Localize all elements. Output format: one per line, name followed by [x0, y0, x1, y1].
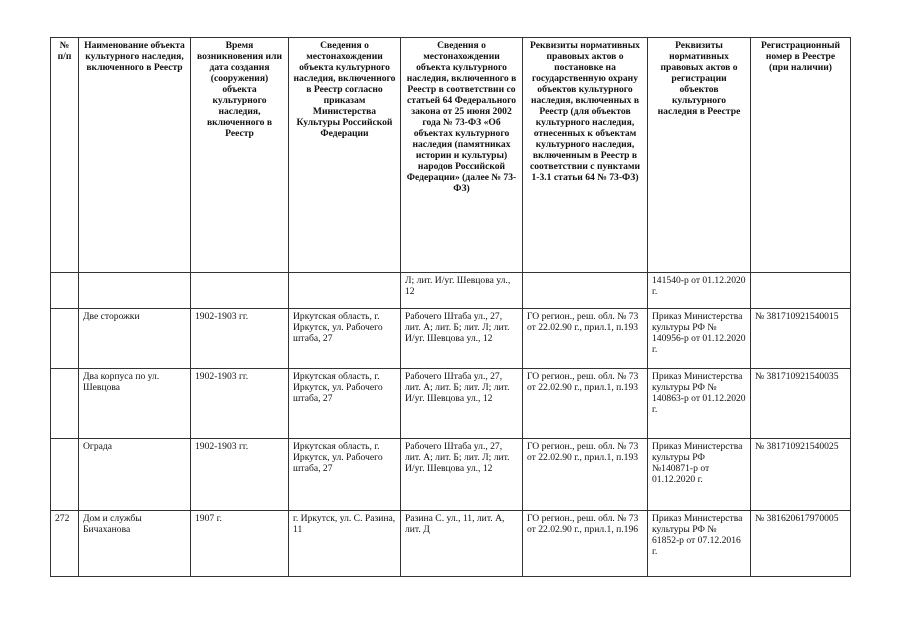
table-row — [51, 369, 851, 439]
table-cell: Разина С. ул., 11, лит. А, лит. Д — [401, 511, 523, 577]
table-cell: ГО регион., реш. обл. № 73 от 22.02.90 г., прил.1, п.193 — [523, 369, 648, 439]
table-row — [51, 273, 851, 309]
table-cell — [51, 439, 79, 511]
table-cell: ГО регион., реш. обл. № 73 от 22.02.90 г., прил.1, п.193 — [523, 439, 648, 511]
header-cell-location-law: Сведения о местонахождении объекта культурного наследия, включенного в Реестр в соответствии со статьей 64 Федерального закона от 25 июня 2002 года № 73-ФЗ «Об объектах культурного наследия (памятниках истории и культуры) народов Российской Федерации» (далее № 73-ФЗ) — [401, 38, 523, 273]
table-row — [51, 511, 851, 577]
table-cell: № 381710921540035 — [751, 369, 851, 439]
header-cell-protection-acts: Реквизиты нормативных правовых актов о постановке на государственную охрану объектов культурного наследия, включенных в Реестр (для объектов культурного наследия, отнесенных к объектам культурного наследия, включенным в Реестр в соответствии с пунктами 1-3.1 статьи 64 № 73-ФЗ) — [523, 38, 648, 273]
table-cell: Две сторожки — [79, 309, 191, 369]
table-cell: Приказ Министерства культуры РФ № 140956-р от 01.12.2020 г. — [648, 309, 751, 369]
table-row — [51, 439, 851, 511]
table-cell: Рабочего Штаба ул., 27, лит. А; лит. Б; лит. Л; лит. И/уг. Шевцова ул., 12 — [401, 369, 523, 439]
header-cell-registration-number: Регистрационный номер в Реестре (при наличии) — [751, 38, 851, 273]
table-cell — [79, 273, 191, 309]
table-cell — [289, 273, 401, 309]
table-cell: Иркутская область, г. Иркутск, ул. Рабочего штаба, 27 — [289, 439, 401, 511]
table-cell: № 381710921540025 — [751, 439, 851, 511]
header-cell-name: Наименование объекта культурного наследия, включенного в Реестр — [79, 38, 191, 273]
table-cell: № 381710921540015 — [751, 309, 851, 369]
table-row — [51, 309, 851, 369]
header-cell-registration-acts: Реквизиты нормативных правовых актов о регистрации объектов культурного наследия в Реестре — [648, 38, 751, 273]
table-cell: Дом и службы Бичаханова — [79, 511, 191, 577]
header-cell-location-ministry: Сведения о местонахождении объекта культурного наследия, включенного в Реестр согласно приказам Министерства Культуры Российской Федерации — [289, 38, 401, 273]
table-cell: Рабочего Штаба ул., 27, лит. А; лит. Б; лит. Л; лит. И/уг. Шевцова ул., 12 — [401, 439, 523, 511]
table-cell: 1902-1903 гг. — [191, 369, 289, 439]
header-cell-date: Время возникновения или дата создания (сооружения) объекта культурного наследия, включенного в Реестр — [191, 38, 289, 273]
table-cell — [51, 369, 79, 439]
table-cell: ГО регион., реш. обл. № 73 от 22.02.90 г., прил.1, п.196 — [523, 511, 648, 577]
table-cell: 1907 г. — [191, 511, 289, 577]
table-cell — [51, 273, 79, 309]
table-cell: № 381620617970005 — [751, 511, 851, 577]
table-cell: 272 — [51, 511, 79, 577]
header-cell-number: № п/п — [51, 38, 79, 273]
table-cell: Приказ Министерства культуры РФ № 61852-р от 07.12.2016 г. — [648, 511, 751, 577]
table-cell: г. Иркутск, ул. С. Разина, 11 — [289, 511, 401, 577]
table-cell: ГО регион., реш. обл. № 73 от 22.02.90 г., прил.1, п.193 — [523, 309, 648, 369]
table-cell: Два корпуса по ул. Шевцова — [79, 369, 191, 439]
table-cell: 1902-1903 гг. — [191, 309, 289, 369]
table-cell: 141540-р от 01.12.2020 г. — [648, 273, 751, 309]
table-cell: Иркутская область, г. Иркутск, ул. Рабочего штаба, 27 — [289, 309, 401, 369]
heritage-register-table — [50, 37, 851, 577]
table-cell: Ограда — [79, 439, 191, 511]
table-cell: 1902-1903 гг. — [191, 439, 289, 511]
table-cell: Л; лит. И/уг. Шевцова ул., 12 — [401, 273, 523, 309]
table-cell: Приказ Министерства культуры РФ № 140863-р от 01.12.2020 г. — [648, 369, 751, 439]
table-cell: Рабочего Штаба ул., 27, лит. А; лит. Б; лит. Л; лит. И/уг. Шевцова ул., 12 — [401, 309, 523, 369]
table-cell — [191, 273, 289, 309]
table-cell: Иркутская область, г. Иркутск, ул. Рабочего штаба, 27 — [289, 369, 401, 439]
table-cell — [51, 309, 79, 369]
table-cell — [523, 273, 648, 309]
table-header-row — [51, 38, 851, 273]
table-cell: Приказ Министерства культуры РФ №140871-р от 01.12.2020 г. — [648, 439, 751, 511]
table-cell — [751, 273, 851, 309]
